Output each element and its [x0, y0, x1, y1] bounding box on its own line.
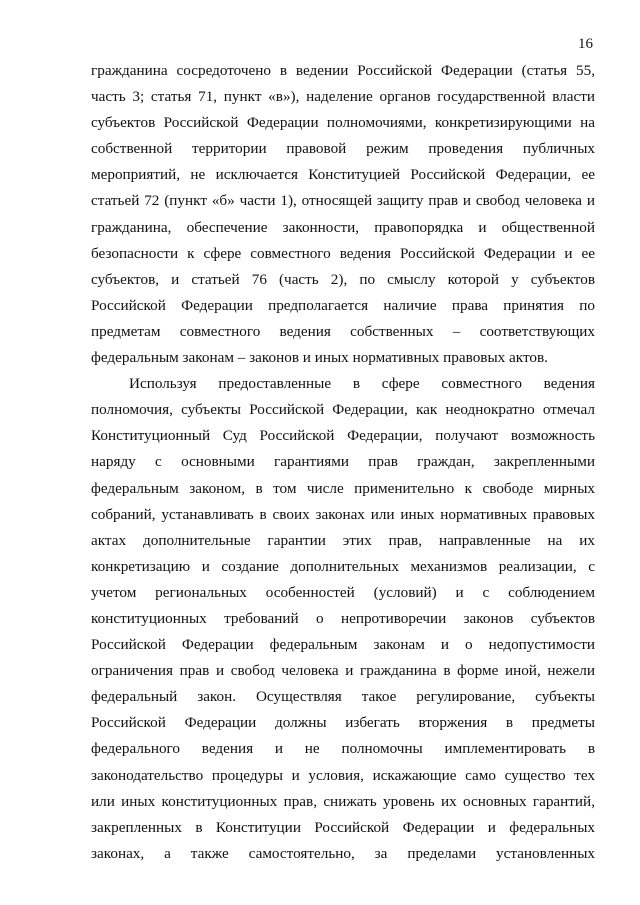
text-line: безопасности к сфере совместного ведения Российской Федерации и ее — [91, 244, 595, 262]
text-line: Российской Федерации предполагается наличие права принятия по — [91, 296, 595, 314]
text-line: ограничения прав и свобод человека и гражданина в форме иной, нежели — [91, 662, 595, 680]
text-line: субъектов Российской Федерации полномочиями, конкретизирующими на — [91, 114, 595, 132]
text-line: часть 3; статья 71, пункт «в»), наделение органов государственной власти — [91, 88, 595, 106]
text-line: учетом региональных особенностей (условий) и с соблюдением — [91, 583, 595, 601]
text-line: федерального ведения и не полномочны имплементировать в — [91, 740, 595, 758]
text-line: мероприятий, не исключается Конституцией Российской Федерации, ее — [91, 166, 595, 184]
text-line: статьей 72 (пункт «б» части 1), относящей защиту прав и свобод человека и — [91, 192, 595, 210]
text-line: федеральным законом, в том числе применительно к свободе мирных — [91, 479, 595, 497]
text-line: предметам совместного ведения собственных – соответствующих — [91, 322, 595, 340]
text-line: законодательство процедуры и условия, искажающие само существо тех — [91, 766, 595, 784]
text-line: Используя предоставленные в сфере совместного ведения — [129, 375, 595, 393]
text-line: полномочия, субъекты Российской Федерации, как неоднократно отмечал — [91, 401, 595, 419]
text-line: субъектов, и статьей 76 (часть 2), по смыслу которой у субъектов — [91, 270, 595, 288]
text-line: гражданина сосредоточено в ведении Российской Федерации (статья 55, — [91, 62, 595, 79]
text-line: или иных конституционных прав, снижать уровень их основных гарантий, — [91, 792, 595, 810]
text-line: Российской Федерации должны избегать вторжения в предметы — [91, 714, 595, 732]
page-number: 16 — [578, 36, 593, 52]
text-line: федеральным законам – законов и иных нормативных правовых актов. — [91, 349, 548, 367]
text-line: собственной территории правовой режим проведения публичных — [91, 140, 595, 158]
text-line: Российской Федерации федеральным законам и о недопустимости — [91, 636, 595, 654]
text-line: Конституционный Суд Российской Федерации, получают возможность — [91, 427, 595, 445]
text-line: гражданина, обеспечение законности, правопорядка и общественной — [91, 218, 595, 236]
text-line: федеральный закон. Осуществляя такое регулирование, субъекты — [91, 688, 595, 706]
text-line: наряду с основными гарантиями прав граждан, закрепленными — [91, 453, 595, 471]
document-body — [91, 58, 595, 867]
text-line: закрепленных в Конституции Российской Федерации и федеральных — [91, 818, 595, 836]
text-line: законах, а также самостоятельно, за пределами установленных — [91, 844, 595, 862]
text-line: собраний, устанавливать в своих законах или иных нормативных правовых — [91, 505, 595, 523]
text-line: актах дополнительные гарантии этих прав, направленные на их — [91, 531, 595, 549]
text-line: конституционных требований о непротиворечии законов субъектов — [91, 609, 595, 627]
text-line: конкретизацию и создание дополнительных механизмов реализации, с — [91, 557, 595, 575]
